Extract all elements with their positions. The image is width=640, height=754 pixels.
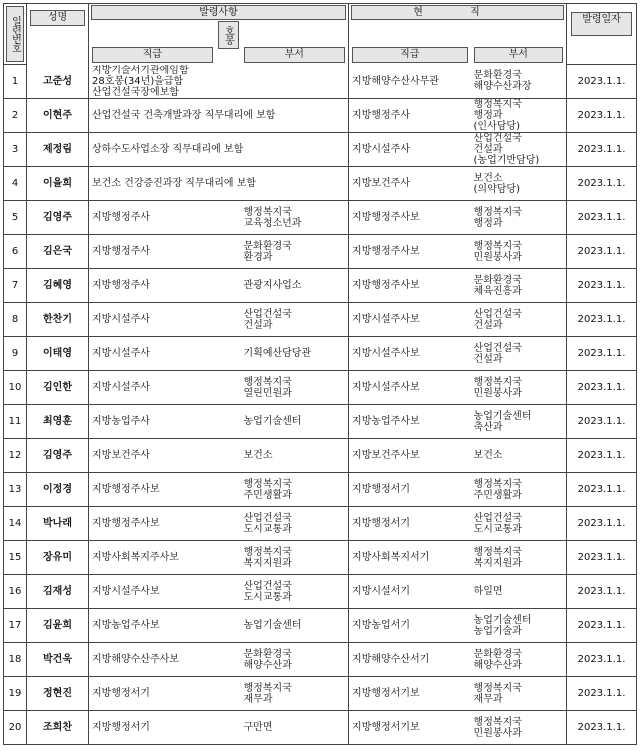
current-rank: 지방행정주사보 <box>349 201 471 235</box>
grade-step <box>216 337 241 371</box>
new-department: 행정복지국 주민생활과 <box>241 473 349 507</box>
appointment-description: 보건소 건강증진과장 직무대리에 보함 <box>89 167 349 201</box>
person-name: 한찬기 <box>27 303 89 337</box>
table-row <box>4 201 637 235</box>
table-row <box>4 65 637 99</box>
table-row <box>4 337 637 371</box>
grade-step <box>216 609 241 643</box>
grade-step <box>216 405 241 439</box>
person-name: 김재성 <box>27 575 89 609</box>
new-department: 행정복지국 열린민원과 <box>241 371 349 405</box>
current-rank: 지방보건주사 <box>349 167 471 201</box>
person-name: 제정림 <box>27 133 89 167</box>
appointment-header: 발령사항 <box>91 5 346 20</box>
current-department: 행정복지국 복지지원과 <box>471 541 567 575</box>
person-name: 이현주 <box>27 99 89 133</box>
table-row <box>4 133 637 167</box>
grade-step <box>216 235 241 269</box>
cur-dept-header-cell <box>471 47 567 65</box>
current-department: 산업건설국 도시교통과 <box>471 507 567 541</box>
appointment-description: 지방기술서기관에임함 28호봉(34년)을급함 산업건설국장에보함 <box>89 65 349 99</box>
new-rank: 지방행정주사보 <box>89 507 216 541</box>
cur-rank-header-cell <box>349 47 471 65</box>
name-header-cell <box>27 4 89 65</box>
grade-step <box>216 575 241 609</box>
new-department: 행정복지국 교육청소년과 <box>241 201 349 235</box>
appointment-date: 2023.1.1. <box>567 677 637 711</box>
row-number: 1 <box>4 65 27 99</box>
current-rank: 지방행정서기보 <box>349 677 471 711</box>
current-department: 행정복지국 행정과 <box>471 201 567 235</box>
grade-step <box>216 643 241 677</box>
new-rank-header-cell <box>89 47 216 65</box>
person-name: 박건욱 <box>27 643 89 677</box>
table-row <box>4 609 637 643</box>
person-name: 이태영 <box>27 337 89 371</box>
appointment-date: 2023.1.1. <box>567 269 637 303</box>
appointment-description: 산업건설국 건축개발과장 직무대리에 보함 <box>89 99 349 133</box>
new-department: 보건소 <box>241 439 349 473</box>
new-rank: 지방행정서기 <box>89 677 216 711</box>
current-rank: 지방행정주사 <box>349 99 471 133</box>
new-department: 문화환경국 환경과 <box>241 235 349 269</box>
current-department: 하일면 <box>471 575 567 609</box>
new-department: 농업기술센터 <box>241 405 349 439</box>
row-number: 8 <box>4 303 27 337</box>
grade-step <box>216 507 241 541</box>
cur-rank-header: 직급 <box>352 47 468 63</box>
appointment-date: 2023.1.1. <box>567 65 637 99</box>
row-number: 2 <box>4 99 27 133</box>
current-department: 산업건설국 건설과 (농업기반담당) <box>471 133 567 167</box>
appointment-date: 2023.1.1. <box>567 405 637 439</box>
current-department: 문화환경국 체육진흥과 <box>471 269 567 303</box>
new-rank: 지방시설주사 <box>89 337 216 371</box>
appointment-header-cell <box>89 4 349 22</box>
appointment-date: 2023.1.1. <box>567 337 637 371</box>
new-rank: 지방농업주사 <box>89 405 216 439</box>
current-rank: 지방시설주사 <box>349 133 471 167</box>
table-header <box>4 4 637 65</box>
current-department: 행정복지국 민원봉사과 <box>471 371 567 405</box>
current-rank: 지방행정주사보 <box>349 235 471 269</box>
table-row <box>4 677 637 711</box>
appointment-date: 2023.1.1. <box>567 133 637 167</box>
new-rank: 지방행정주사보 <box>89 473 216 507</box>
current-header: 현 직 <box>351 5 564 20</box>
current-rank: 지방행정서기보 <box>349 711 471 745</box>
current-rank: 지방시설서기 <box>349 575 471 609</box>
appointment-description: 상하수도사업소장 직무대리에 보함 <box>89 133 349 167</box>
new-department: 기획예산담당관 <box>241 337 349 371</box>
new-department: 구만면 <box>241 711 349 745</box>
grade-step <box>216 269 241 303</box>
person-name: 김혜영 <box>27 269 89 303</box>
new-department: 산업건설국 도시교통과 <box>241 507 349 541</box>
row-number: 9 <box>4 337 27 371</box>
new-rank: 지방시설주사 <box>89 303 216 337</box>
person-name: 최영훈 <box>27 405 89 439</box>
new-rank: 지방보건주사 <box>89 439 216 473</box>
row-number: 4 <box>4 167 27 201</box>
person-name: 장유미 <box>27 541 89 575</box>
current-department: 문화환경국 해양수산과 <box>471 643 567 677</box>
person-name: 이정경 <box>27 473 89 507</box>
appointment-date: 2023.1.1. <box>567 235 637 269</box>
current-rank: 지방해양수산사무관 <box>349 65 471 99</box>
current-department: 산업건설국 건설과 <box>471 303 567 337</box>
table-row <box>4 507 637 541</box>
serial-header-cell <box>4 4 27 65</box>
current-rank: 지방농업주사보 <box>349 405 471 439</box>
grade-step <box>216 439 241 473</box>
row-number: 13 <box>4 473 27 507</box>
appointment-date: 2023.1.1. <box>567 303 637 337</box>
person-name: 정현진 <box>27 677 89 711</box>
serial-header <box>6 6 24 62</box>
row-number: 12 <box>4 439 27 473</box>
grade-step <box>216 303 241 337</box>
table-row <box>4 473 637 507</box>
grade-step <box>216 201 241 235</box>
appointment-date: 2023.1.1. <box>567 167 637 201</box>
new-department: 행정복지국 재무과 <box>241 677 349 711</box>
date-header-cell <box>567 4 637 65</box>
current-department: 농업기술센터 농업기술과 <box>471 609 567 643</box>
table-row <box>4 711 637 745</box>
grade-step <box>216 371 241 405</box>
table-row <box>4 643 637 677</box>
person-name: 김윤희 <box>27 609 89 643</box>
table-row <box>4 235 637 269</box>
person-name: 김영주 <box>27 439 89 473</box>
table-row <box>4 167 637 201</box>
appointment-date: 2023.1.1. <box>567 473 637 507</box>
new-rank-header: 직급 <box>92 47 213 63</box>
row-number: 17 <box>4 609 27 643</box>
serial-header-label: 일련번호 <box>9 16 21 52</box>
current-rank: 지방시설주사보 <box>349 337 471 371</box>
new-rank: 지방해양수산주사보 <box>89 643 216 677</box>
appointment-date: 2023.1.1. <box>567 541 637 575</box>
current-department: 보건소 (의약담당) <box>471 167 567 201</box>
grade-header-label: 호봉 <box>222 26 234 44</box>
grade-step <box>216 677 241 711</box>
current-rank: 지방행정서기 <box>349 473 471 507</box>
table-row <box>4 269 637 303</box>
current-rank: 지방보건주사보 <box>349 439 471 473</box>
table-row <box>4 405 637 439</box>
name-header: 성명 <box>30 10 85 26</box>
current-rank: 지방행정서기 <box>349 507 471 541</box>
appointment-date: 2023.1.1. <box>567 99 637 133</box>
appointment-date: 2023.1.1. <box>567 643 637 677</box>
table-row <box>4 303 637 337</box>
grade-step <box>216 541 241 575</box>
grade-header-cell <box>216 21 241 65</box>
row-number: 6 <box>4 235 27 269</box>
appointment-date: 2023.1.1. <box>567 575 637 609</box>
grade-header <box>218 21 239 49</box>
appointment-date: 2023.1.1. <box>567 371 637 405</box>
row-number: 18 <box>4 643 27 677</box>
appointment-date: 2023.1.1. <box>567 507 637 541</box>
row-number: 3 <box>4 133 27 167</box>
table-row <box>4 575 637 609</box>
appointment-date: 2023.1.1. <box>567 711 637 745</box>
new-rank: 지방행정서기 <box>89 711 216 745</box>
appointment-date: 2023.1.1. <box>567 201 637 235</box>
current-department: 행정복지국 민원봉사과 <box>471 235 567 269</box>
current-department: 보건소 <box>471 439 567 473</box>
new-department: 문화환경국 해양수산과 <box>241 643 349 677</box>
person-name: 고준성 <box>27 65 89 99</box>
new-rank: 지방행정주사 <box>89 201 216 235</box>
new-rank: 지방농업주사보 <box>89 609 216 643</box>
appointment-date: 2023.1.1. <box>567 439 637 473</box>
row-number: 7 <box>4 269 27 303</box>
person-name: 김인한 <box>27 371 89 405</box>
new-dept-header: 부서 <box>244 47 346 63</box>
new-department: 관광지사업소 <box>241 269 349 303</box>
current-header-cell <box>349 4 567 22</box>
table-body <box>4 65 637 745</box>
date-header: 발령일자 <box>571 12 632 36</box>
current-department: 농업기술센터 축산과 <box>471 405 567 439</box>
grade-step <box>216 473 241 507</box>
current-department: 행정복지국 주민생활과 <box>471 473 567 507</box>
row-number: 5 <box>4 201 27 235</box>
current-rank: 지방시설주사보 <box>349 371 471 405</box>
current-rank: 지방사회복지서기 <box>349 541 471 575</box>
row-number: 15 <box>4 541 27 575</box>
current-department: 문화환경국 해양수산과장 <box>471 65 567 99</box>
current-department: 행정복지국 재무과 <box>471 677 567 711</box>
new-rank: 지방행정주사 <box>89 269 216 303</box>
current-rank: 지방농업서기 <box>349 609 471 643</box>
row-number: 14 <box>4 507 27 541</box>
table-row <box>4 541 637 575</box>
new-rank: 지방행정주사 <box>89 235 216 269</box>
current-department: 행정복지국 행정과 (인사담당) <box>471 99 567 133</box>
row-number: 16 <box>4 575 27 609</box>
row-number: 19 <box>4 677 27 711</box>
current-rank: 지방행정주사보 <box>349 269 471 303</box>
person-name: 조희찬 <box>27 711 89 745</box>
new-department: 산업건설국 도시교통과 <box>241 575 349 609</box>
table-row <box>4 371 637 405</box>
table-row <box>4 439 637 473</box>
person-name: 김은국 <box>27 235 89 269</box>
cur-dept-header: 부서 <box>474 47 564 63</box>
appointment-date: 2023.1.1. <box>567 609 637 643</box>
appointments-table <box>3 3 637 745</box>
new-rank: 지방시설주사보 <box>89 575 216 609</box>
new-department: 행정복지국 복지지원과 <box>241 541 349 575</box>
new-dept-header-cell <box>241 47 349 65</box>
person-name: 박나래 <box>27 507 89 541</box>
new-department: 농업기술센터 <box>241 609 349 643</box>
table-row <box>4 99 637 133</box>
person-name: 김영주 <box>27 201 89 235</box>
new-rank: 지방시설주사 <box>89 371 216 405</box>
current-rank: 지방시설주사보 <box>349 303 471 337</box>
new-rank: 지방사회복지주사보 <box>89 541 216 575</box>
row-number: 11 <box>4 405 27 439</box>
grade-step <box>216 711 241 745</box>
current-department: 행정복지국 민원봉사과 <box>471 711 567 745</box>
current-rank: 지방해양수산서기 <box>349 643 471 677</box>
current-department: 산업건설국 건설과 <box>471 337 567 371</box>
row-number: 10 <box>4 371 27 405</box>
person-name: 이을희 <box>27 167 89 201</box>
row-number: 20 <box>4 711 27 745</box>
new-department: 산업건설국 건설과 <box>241 303 349 337</box>
